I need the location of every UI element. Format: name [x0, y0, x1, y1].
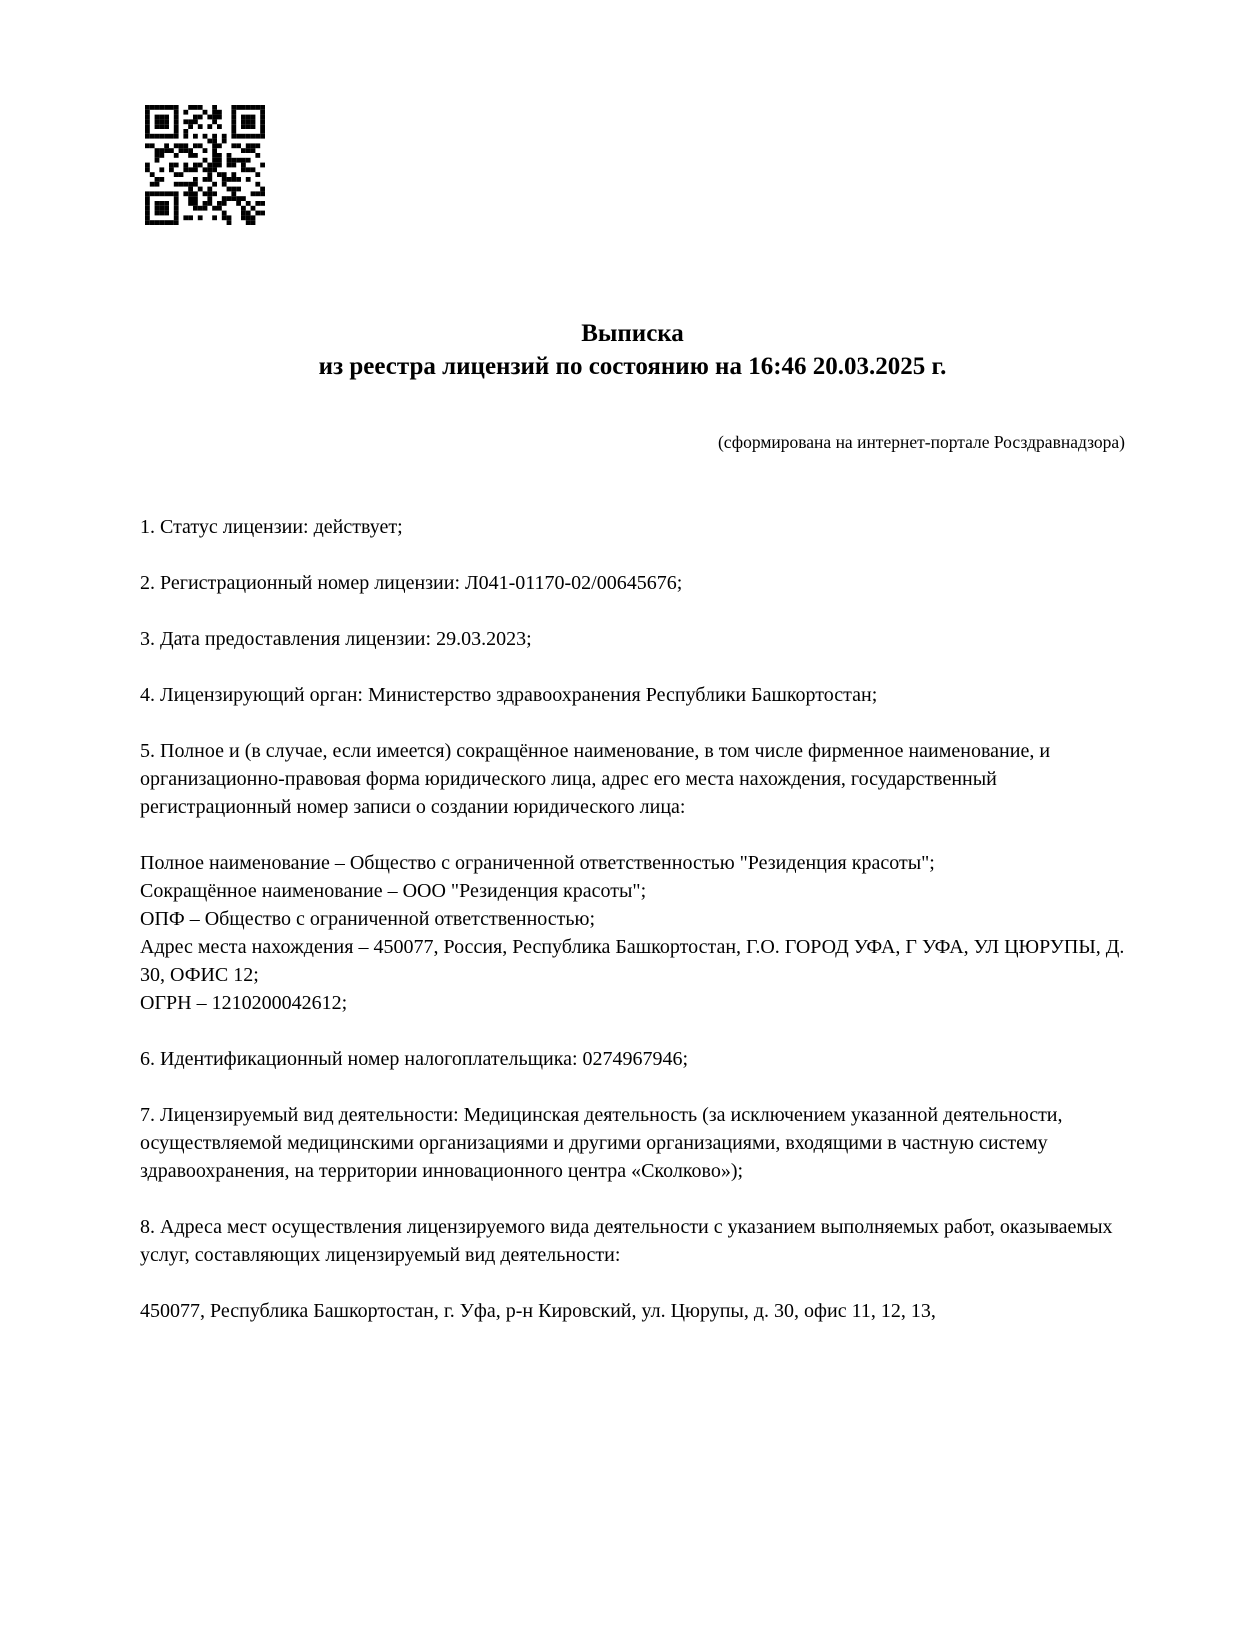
paragraph-inn: 6. Идентификационный номер налогоплательщика: 0274967946; [140, 1048, 689, 1070]
document-title [140, 317, 1125, 383]
detail-short-name: Сокращённое наименование – ООО "Резиденция красоты"; [140, 880, 647, 902]
paragraph-licensing-authority: 4. Лицензирующий орган: Министерство здравоохранения Республики Башкортостан; [140, 684, 878, 706]
qr-code-image [145, 105, 265, 225]
document-body [140, 513, 1125, 1325]
paragraph-licensed-activity: 7. Лицензируемый вид деятельности: Медицинская деятельность (за исключением указанной деятельности, осуществляемой медицинскими организациями и другими организациями, входящими в частную систему здравоохранения, на территории инновационного центра «Сколково»); [140, 1104, 1068, 1182]
paragraph-activity-address: 450077, Республика Башкортостан, г. Уфа, р-н Кировский, ул. Цюрупы, д. 30, офис 11, 12, 13, [140, 1300, 936, 1322]
document-title-line1: Выписка [581, 320, 684, 347]
detail-legal-form: ОПФ – Общество с ограниченной ответственностью; [140, 908, 596, 930]
detail-address: Адрес места нахождения – 450077, Россия, Республика Башкортостан, Г.О. ГОРОД УФА, Г УФА, УЛ ЦЮРУПЫ, Д. 30, ОФИС 12; [140, 936, 1125, 986]
paragraph-addresses-intro: 8. Адреса мест осуществления лицензируемого вида деятельности с указанием выполняемых работ, оказываемых услуг, составляющих лицензируемый вид деятельности: [140, 1216, 1118, 1266]
organization-details [140, 849, 1125, 1017]
paragraph-grant-date: 3. Дата предоставления лицензии: 29.03.2023; [140, 628, 532, 650]
detail-full-name: Полное наименование – Общество с ограниченной ответственностью "Резиденция красоты"; [140, 852, 935, 874]
qr-code [145, 105, 265, 225]
paragraph-organization-intro: 5. Полное и (в случае, если имеется) сокращённое наименование, в том числе фирменное наименование, и организационно-правовая форма юридического лица, адрес его места нахождения, государственный регистрационный номер записи о создании юридического лица: [140, 740, 1056, 818]
document-subtitle: (сформирована на интернет-портале Росздравнадзора) [717, 432, 1125, 452]
paragraph-license-status: 1. Статус лицензии: действует; [140, 516, 403, 538]
document-title-line2: из реестра лицензий по состоянию на 16:46 20.03.2025 г. [318, 353, 947, 380]
detail-ogrn: ОГРН – 1210200042612; [140, 992, 348, 1014]
paragraph-registration-number: 2. Регистрационный номер лицензии: Л041-01170-02/00645676; [140, 572, 683, 594]
